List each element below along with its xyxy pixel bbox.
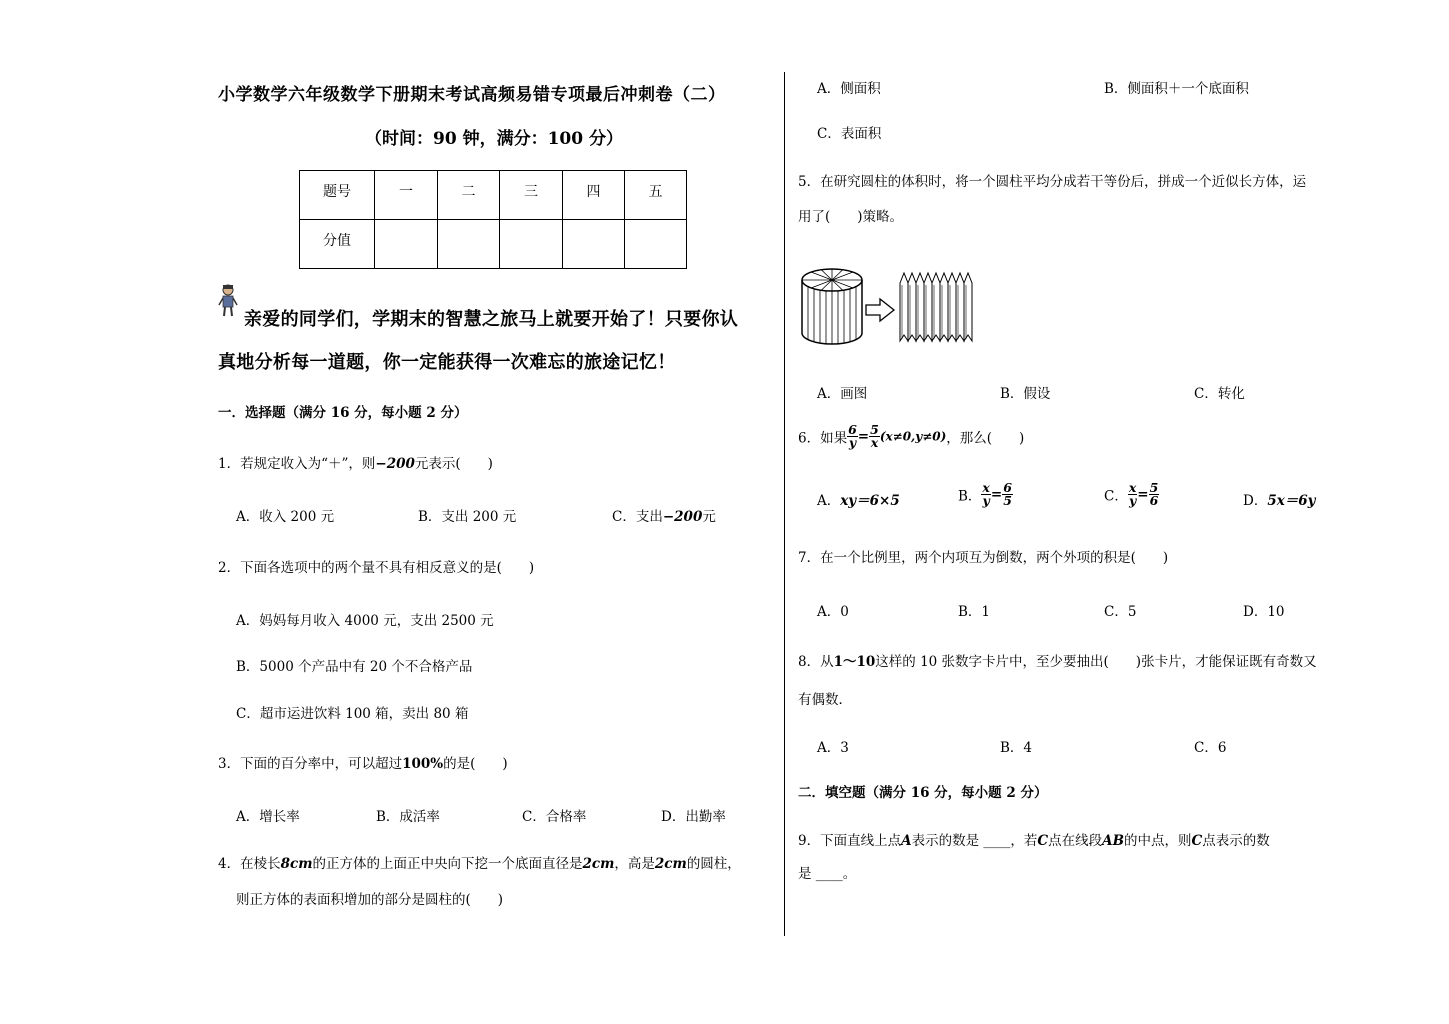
q8-option-b: B．4 <box>1000 740 1033 756</box>
q9-math-3: AB <box>1102 833 1125 849</box>
q6-fraction-2-den: x <box>870 435 879 450</box>
q8-option-c: C．6 <box>1194 740 1227 756</box>
q1-math: −200 <box>375 456 415 472</box>
question-6 <box>798 424 1024 449</box>
q6-option-b-fraction-1-den: y <box>982 493 990 508</box>
q3-option-d: D．出勤率 <box>661 809 726 825</box>
q6-option-d <box>1243 489 1316 509</box>
question-7: 7．在一个比例里，两个内项互为倒数，两个外项的积是( ) <box>798 550 1169 566</box>
q6-equals: = <box>857 428 870 445</box>
q4-option-c: C．表面积 <box>817 126 882 142</box>
q1-option-c-math: −200 <box>662 509 703 525</box>
q6-option-c-fraction-2 <box>1149 482 1160 507</box>
q9-math-1: A <box>901 833 912 849</box>
question-4-line-2: 则正方体的表面积增加的部分是圆柱的( ) <box>236 892 504 908</box>
q6-fraction-2-num: 5 <box>870 422 879 437</box>
table-cell <box>375 220 438 269</box>
q6-option-c-label: C． <box>1104 488 1128 505</box>
q6-option-a <box>817 489 900 509</box>
q3-text-post: 的是( ) <box>443 756 508 772</box>
q2-option-a: A．妈妈每月收入 4000 元，支出 2500 元 <box>236 613 494 629</box>
table-cell: 五 <box>625 171 687 220</box>
q9-math-2: C <box>1037 833 1049 849</box>
table-cell: 三 <box>500 171 563 220</box>
q6-option-b-fraction-1 <box>981 482 990 507</box>
q6-option-c-fraction-2-den: 6 <box>1149 493 1159 508</box>
q6-option-b-fraction-1-num: x <box>982 480 990 495</box>
q4-text-1: 4．在棱长 <box>218 856 281 872</box>
table-cell <box>500 220 563 269</box>
intro-line-1: 亲爱的同学们，学期末的智慧之旅马上就要开始了！只要你认 <box>244 309 739 330</box>
q6-fraction-2 <box>869 424 880 449</box>
q2-option-b: B．5000 个产品中有 20 个不合格产品 <box>236 659 473 675</box>
table-cell: 分值 <box>300 220 375 269</box>
q7-option-a: A．0 <box>817 604 849 620</box>
table-cell: 一 <box>375 171 438 220</box>
q4-text-2: 的正方体的上面正中央向下挖一个底面直径是 <box>312 856 583 872</box>
question-2: 2．下面各选项中的两个量不具有相反意义的是( ) <box>218 560 535 576</box>
q6-option-d-math: 5x＝6y <box>1267 493 1316 509</box>
score-table <box>299 170 687 269</box>
q2-option-c: C．超市运进饮料 100 箱，卖出 80 箱 <box>236 706 469 722</box>
table-cell <box>625 220 687 269</box>
q7-option-d: D．10 <box>1243 604 1285 620</box>
q3-math: 100% <box>402 756 444 772</box>
q1-text-post: 元表示( ) <box>414 456 493 472</box>
q4-math-1: 8cm <box>280 856 313 872</box>
q7-option-b: B．1 <box>958 604 991 620</box>
question-3 <box>218 752 508 772</box>
q1-text-pre: 1．若规定收入为“＋”，则 <box>218 456 376 472</box>
q3-option-a: A．增长率 <box>236 809 300 825</box>
question-5-line-2: 用了( )策略。 <box>798 209 904 225</box>
q5-option-c: C．转化 <box>1194 386 1245 402</box>
q6-option-b: B． $\frac{x}{y}$ = $\frac{6}{5}$ <box>958 480 1012 508</box>
q4-text-3: ，高是 <box>614 856 655 872</box>
page-subtitle: （时间：90 钟，满分：100 分） <box>365 129 623 149</box>
q4-math-2: 2cm <box>582 856 615 872</box>
q4-option-a: A．侧面积 <box>817 81 881 97</box>
q8-text-1: 8．从 <box>798 654 834 670</box>
q6-option-c-fraction-2-num: 5 <box>1149 480 1159 495</box>
intro-line-2: 真地分析每一道题，你一定能获得一次难忘的旅途记忆！ <box>218 352 676 373</box>
page-title: 小学数学六年级数学下册期末考试高频易错专项最后冲刺卷（二） <box>218 85 726 105</box>
q5-option-a: A．画图 <box>817 386 868 402</box>
q8-text-2: 这样的 10 张数字卡片中，至少要抽出( )张卡片，才能保证既有奇数又 <box>875 654 1317 670</box>
q4-text-4: 的圆柱， <box>686 856 741 872</box>
question-8 <box>798 650 1317 670</box>
q3-option-b: B．成活率 <box>376 809 440 825</box>
q6-option-b-label: B． <box>958 488 982 505</box>
question-9-line-2: 是 ____。 <box>798 866 857 882</box>
q1-option-a: A．收入 200 元 <box>236 509 335 525</box>
q6-option-a-math: xy＝6×5 <box>840 493 900 509</box>
question-8-line-2: 有偶数． <box>798 692 852 708</box>
table-cell <box>563 220 625 269</box>
q5-option-b: B．假设 <box>1000 386 1051 402</box>
question-9 <box>798 829 1270 849</box>
q3-option-c: C．合格率 <box>522 809 587 825</box>
q6-fraction-1-den: y <box>848 435 857 450</box>
q4-math-3: 2cm <box>654 856 687 872</box>
q6-option-b-fraction-2-den: 5 <box>1003 493 1012 508</box>
q1-option-b: B．支出 200 元 <box>418 509 517 525</box>
q9-text-2: 表示的数是 ____，若 <box>911 833 1038 849</box>
q1-option-c-post: 元 <box>702 509 716 525</box>
table-row <box>300 220 687 269</box>
question-1 <box>218 452 493 472</box>
q6-option-c-fraction-1-num: x <box>1128 480 1137 495</box>
q9-math-4: C <box>1191 833 1203 849</box>
q3-text-pre: 3．下面的百分率中，可以超过 <box>218 756 403 772</box>
q6-fraction-1 <box>847 424 858 449</box>
q8-math: 1～10 <box>833 654 876 670</box>
q6-option-c: C． $\frac{x}{y}$ = $\frac{5}{6}$ <box>1104 480 1159 508</box>
student-figure-icon <box>217 283 239 319</box>
q9-text-4: 的中点，则 <box>1124 833 1192 849</box>
q6-option-b-fraction-2-num: 6 <box>1003 480 1012 495</box>
q4-option-b: B．侧面积＋一个底面积 <box>1104 81 1249 97</box>
q6-condition: (x≠0,y≠0) <box>879 429 947 444</box>
table-cell: 四 <box>563 171 625 220</box>
q6-option-d-label: D． <box>1243 493 1268 509</box>
q6-text-pre: 6．如果 <box>798 430 848 447</box>
q6-option-c-fraction-1-den: y <box>1128 493 1137 508</box>
q6-option-a-label: A． <box>817 493 841 509</box>
q9-text-1: 9．下面直线上点 <box>798 833 902 849</box>
q6-option-b-fraction-2 <box>1002 482 1013 507</box>
section-2-title: 二．填空题（满分 16 分，每小题 2 分） <box>798 785 1048 801</box>
question-5: 5．在研究圆柱的体积时，将一个圆柱平均分成若干等份后，拼成一个近似长方体，运 <box>798 174 1307 190</box>
question-4 <box>218 852 741 872</box>
q9-text-5: 点表示的数 <box>1202 833 1270 849</box>
column-divider <box>784 72 785 936</box>
q1-option-c <box>612 505 716 525</box>
cylinder-to-cuboid-figure <box>800 265 980 347</box>
q6-option-c-fraction-1 <box>1128 482 1137 507</box>
q6-text-post: ，那么( ) <box>946 430 1025 447</box>
table-cell: 二 <box>438 171 500 220</box>
q8-option-a: A．3 <box>817 740 849 756</box>
q6-fraction-1-num: 6 <box>848 422 857 437</box>
q9-text-3: 点在线段 <box>1048 833 1103 849</box>
q1-option-c-pre: C．支出 <box>612 509 663 525</box>
section-1-title: 一．选择题（满分 16 分，每小题 2 分） <box>218 405 468 421</box>
q7-option-c: C．5 <box>1104 604 1137 620</box>
table-cell <box>438 220 500 269</box>
table-cell: 题号 <box>300 171 375 220</box>
table-row <box>300 171 687 220</box>
